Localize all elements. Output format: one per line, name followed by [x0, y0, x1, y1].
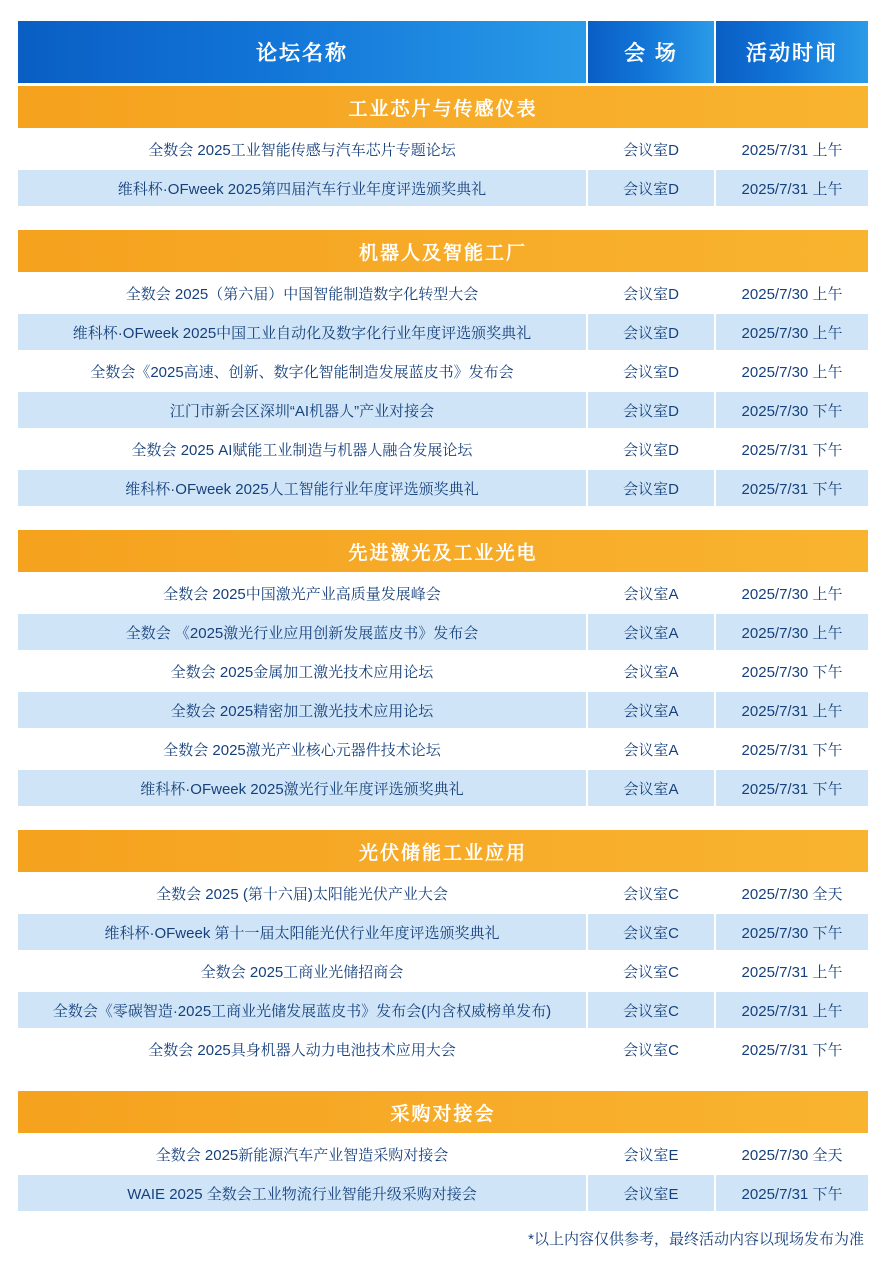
time-cell: 2025/7/31 下午 — [716, 1031, 868, 1067]
forum-name-cell: 全数会 2025中国激光产业高质量发展峰会 — [18, 575, 588, 611]
venue-cell: 会议室D — [588, 353, 716, 389]
time-cell: 2025/7/31 上午 — [716, 170, 868, 206]
table-row[interactable] — [18, 692, 868, 728]
table-row[interactable] — [18, 470, 868, 506]
table-row[interactable] — [18, 1175, 868, 1211]
table-row[interactable] — [18, 614, 868, 650]
time-cell: 2025/7/31 下午 — [716, 431, 868, 467]
section-title: 先进激光及工业光电 — [18, 530, 868, 572]
venue-cell: 会议室C — [588, 953, 716, 989]
table-header — [18, 21, 868, 83]
forum-name-cell: 全数会 2025 AI赋能工业制造与机器人融合发展论坛 — [18, 431, 588, 467]
section-header-row — [18, 830, 868, 872]
venue-cell: 会议室C — [588, 1031, 716, 1067]
section-spacer — [18, 809, 868, 827]
spacer-cell — [18, 509, 868, 527]
time-cell: 2025/7/30 下午 — [716, 653, 868, 689]
column-header-time: 活动时间 — [716, 21, 868, 83]
time-cell: 2025/7/31 下午 — [716, 1175, 868, 1211]
venue-cell: 会议室D — [588, 431, 716, 467]
time-cell: 2025/7/31 上午 — [716, 131, 868, 167]
forum-name-cell: 全数会 2025激光产业核心元器件技术论坛 — [18, 731, 588, 767]
table-row[interactable] — [18, 575, 868, 611]
spacer-cell — [18, 1070, 868, 1088]
forum-name-cell: 维科杯·OFweek 2025第四届汽车行业年度评选颁奖典礼 — [18, 170, 588, 206]
venue-cell: 会议室D — [588, 131, 716, 167]
section-spacer — [18, 1070, 868, 1088]
venue-cell: 会议室E — [588, 1136, 716, 1172]
venue-cell: 会议室A — [588, 731, 716, 767]
venue-cell: 会议室D — [588, 170, 716, 206]
forum-name-cell: 全数会 2025工业智能传感与汽车芯片专题论坛 — [18, 131, 588, 167]
time-cell: 2025/7/31 上午 — [716, 953, 868, 989]
venue-cell: 会议室E — [588, 1175, 716, 1211]
venue-cell: 会议室A — [588, 614, 716, 650]
venue-cell: 会议室A — [588, 653, 716, 689]
table-row[interactable] — [18, 770, 868, 806]
table-row[interactable] — [18, 314, 868, 350]
table-body — [18, 86, 868, 1211]
venue-cell: 会议室C — [588, 875, 716, 911]
table-row[interactable] — [18, 992, 868, 1028]
table-row[interactable] — [18, 392, 868, 428]
forum-name-cell: 维科杯·OFweek 2025激光行业年度评选颁奖典礼 — [18, 770, 588, 806]
time-cell: 2025/7/30 上午 — [716, 353, 868, 389]
forum-name-cell: 全数会 2025金属加工激光技术应用论坛 — [18, 653, 588, 689]
section-title: 光伏储能工业应用 — [18, 830, 868, 872]
forum-name-cell: 江门市新会区深圳“AI机器人”产业对接会 — [18, 392, 588, 428]
table-row[interactable] — [18, 170, 868, 206]
venue-cell: 会议室A — [588, 575, 716, 611]
time-cell: 2025/7/30 上午 — [716, 575, 868, 611]
forum-name-cell: WAIE 2025 全数会工业物流行业智能升级采购对接会 — [18, 1175, 588, 1211]
table-row[interactable] — [18, 653, 868, 689]
table-row[interactable] — [18, 1136, 868, 1172]
section-header-row — [18, 230, 868, 272]
table-row[interactable] — [18, 431, 868, 467]
venue-cell: 会议室A — [588, 692, 716, 728]
venue-cell: 会议室D — [588, 314, 716, 350]
table-row[interactable] — [18, 353, 868, 389]
forum-name-cell: 全数会 2025具身机器人动力电池技术应用大会 — [18, 1031, 588, 1067]
time-cell: 2025/7/30 上午 — [716, 314, 868, 350]
spacer-cell — [18, 209, 868, 227]
header-row — [18, 21, 868, 83]
venue-cell: 会议室A — [588, 770, 716, 806]
section-title: 采购对接会 — [18, 1091, 868, 1133]
section-spacer — [18, 509, 868, 527]
section-spacer — [18, 209, 868, 227]
forum-name-cell: 全数会 2025新能源汽车产业智造采购对接会 — [18, 1136, 588, 1172]
time-cell: 2025/7/30 上午 — [716, 275, 868, 311]
column-header-forum-name: 论坛名称 — [18, 21, 588, 83]
table-row[interactable] — [18, 131, 868, 167]
forum-name-cell: 全数会 《2025激光行业应用创新发展蓝皮书》发布会 — [18, 614, 588, 650]
forum-schedule-table — [18, 18, 868, 1214]
venue-cell: 会议室D — [588, 392, 716, 428]
time-cell: 2025/7/31 上午 — [716, 992, 868, 1028]
table-row[interactable] — [18, 953, 868, 989]
section-header-row — [18, 86, 868, 128]
table-row[interactable] — [18, 875, 868, 911]
section-title: 机器人及智能工厂 — [18, 230, 868, 272]
time-cell: 2025/7/31 上午 — [716, 692, 868, 728]
forum-name-cell: 维科杯·OFweek 第十一届太阳能光伏行业年度评选颁奖典礼 — [18, 914, 588, 950]
venue-cell: 会议室D — [588, 275, 716, 311]
table-row[interactable] — [18, 914, 868, 950]
time-cell: 2025/7/31 下午 — [716, 470, 868, 506]
table-row[interactable] — [18, 275, 868, 311]
table-row[interactable] — [18, 731, 868, 767]
table-row[interactable] — [18, 1031, 868, 1067]
time-cell: 2025/7/30 上午 — [716, 614, 868, 650]
forum-name-cell: 维科杯·OFweek 2025中国工业自动化及数字化行业年度评选颁奖典礼 — [18, 314, 588, 350]
time-cell: 2025/7/30 下午 — [716, 914, 868, 950]
venue-cell: 会议室C — [588, 914, 716, 950]
forum-name-cell: 全数会《2025高速、创新、数字化智能制造发展蓝皮书》发布会 — [18, 353, 588, 389]
section-header-row — [18, 1091, 868, 1133]
forum-name-cell: 全数会 2025 (第十六届)太阳能光伏产业大会 — [18, 875, 588, 911]
forum-name-cell: 全数会 2025（第六届）中国智能制造数字化转型大会 — [18, 275, 588, 311]
section-header-row — [18, 530, 868, 572]
time-cell: 2025/7/30 全天 — [716, 1136, 868, 1172]
section-title: 工业芯片与传感仪表 — [18, 86, 868, 128]
time-cell: 2025/7/31 下午 — [716, 731, 868, 767]
forum-name-cell: 全数会《零碳智造·2025工商业光储发展蓝皮书》发布会(内含权威榜单发布) — [18, 992, 588, 1028]
spacer-cell — [18, 809, 868, 827]
column-header-venue: 会 场 — [588, 21, 716, 83]
footnote: *以上内容仅供参考，最终活动内容以现场发布为准 — [528, 1231, 864, 1248]
time-cell: 2025/7/30 全天 — [716, 875, 868, 911]
time-cell: 2025/7/30 下午 — [716, 392, 868, 428]
time-cell: 2025/7/31 下午 — [716, 770, 868, 806]
forum-name-cell: 全数会 2025工商业光储招商会 — [18, 953, 588, 989]
venue-cell: 会议室C — [588, 992, 716, 1028]
venue-cell: 会议室D — [588, 470, 716, 506]
forum-name-cell: 全数会 2025精密加工激光技术应用论坛 — [18, 692, 588, 728]
forum-name-cell: 维科杯·OFweek 2025人工智能行业年度评选颁奖典礼 — [18, 470, 588, 506]
